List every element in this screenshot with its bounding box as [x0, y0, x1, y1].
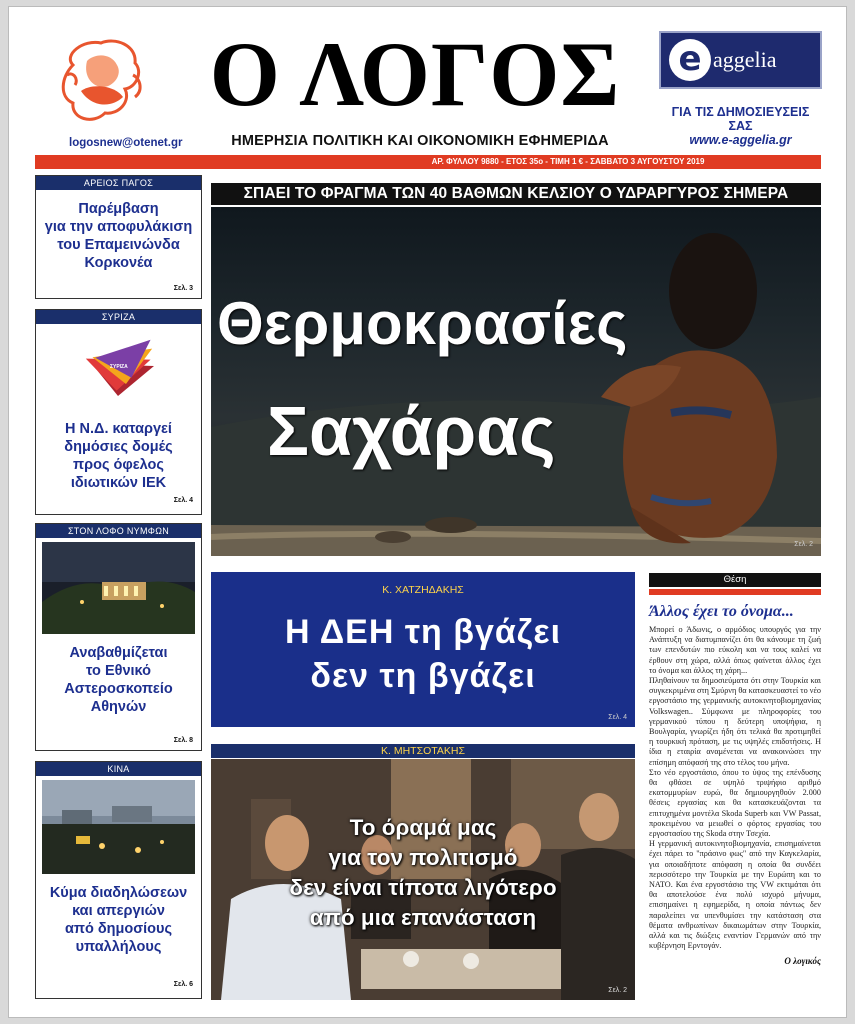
sidebar-story-line: Παρέμβαση: [78, 201, 159, 217]
sidebar-story-line: Κύμα διαδηλώσεων: [49, 885, 188, 901]
story-deh[interactable]: [211, 572, 635, 727]
story-headline-line: για τον πολιτισμό: [328, 845, 518, 870]
sidebar-story-line: Αστεροσκοπείο: [64, 681, 173, 697]
sidebar-story-areios-pagos[interactable]: [35, 175, 202, 299]
e-aggelia-url[interactable]: www.e-aggelia.gr: [689, 133, 792, 147]
page-ref: Σελ. 6: [173, 981, 193, 988]
sidebar-story-kina[interactable]: [35, 761, 202, 999]
top-banner-headline[interactable]: ΣΠΑΕΙ ΤΟ ΦΡΑΓΜΑ ΤΩΝ 40 ΒΑΘΜΩΝ ΚΕΛΣΙΟΥ Ο ΥΔΡΑΡΓΥΡΟΣ ΣΗΜΕΡΑ: [211, 183, 821, 205]
column-paragraph: Στο νέο εργοστάσιο, όπου το ύψος της επένδυσης θα φθάσει σε υψηλό τριψήφιο αριθμό εκατομμυρίων ευρώ, θα δημιουργηθούν 2.000 θέσεις εργασίας και θα κατασκευάζονται τα επιτυχημένα μοντέλα Skoda Superb και VW Passat, προκειμένου να μειωθεί ο φόρτος εργασίας του εργοστασίου της Skoda στην Τσεχία.: [649, 767, 821, 839]
column-paragraph: Μπορεί ο Άδωνις, ο αρμόδιος υπουργός για την Ανάπτυξη να διατυμπανίζει ότι θα κάνουμε τη ζωή των επενδυτών πιο εύκολη και να τους καλεί να έρθουν στη χώρα, αλλά όπως φαίνεται άλλος έχει το όνομα και άλλος τη χάρη...: [649, 625, 821, 675]
sidebar-section-label: ΣΤΟΝ ΛΟΦΟ ΝΥΜΦΩΝ: [36, 524, 201, 538]
page-ref: Σελ. 3: [173, 285, 193, 292]
sidebar-story-syriza[interactable]: [35, 309, 202, 515]
sidebar-section-label: ΑΡΕΙΟΣ ΠΑΓΟΣ: [36, 176, 201, 190]
sidebar-story-line: Η Ν.Δ. καταργεί: [65, 421, 172, 437]
sidebar-story-line: ιδιωτικών ΙΕΚ: [70, 475, 167, 491]
page-ref: Σελ. 4: [608, 714, 627, 721]
sidebar-story-line: του Επαμεινώνδα: [57, 237, 180, 253]
front-page: [8, 6, 847, 1018]
sidebar-story-line: Αθηνών: [90, 699, 147, 715]
page-ref: Σελ. 8: [173, 737, 193, 744]
column-divider: [649, 589, 821, 595]
story-headline-line: από μια επανάσταση: [309, 905, 537, 930]
sidebar-story-line: προς όφελος: [73, 457, 164, 473]
story-headline: [211, 813, 635, 933]
story-headline-line2: δεν τη βγάζει: [310, 657, 536, 695]
story-kicker: Κ. ΧΑΤΖΗΔΑΚΗΣ: [382, 584, 464, 596]
sidebar-story-line: δημόσιες δομές: [64, 439, 173, 455]
e-aggelia-logo-icon: e: [669, 39, 711, 81]
column-section-label: Θέση: [649, 573, 821, 587]
column-title: Άλλος έχει το όνομα...: [649, 603, 794, 620]
story-kicker: Κ. ΜΗΤΣΟΤΑΚΗΣ: [211, 744, 635, 758]
sidebar-story-line: Κορκονέα: [84, 255, 153, 271]
hero-headline-line2: Σαχάρας: [267, 392, 556, 470]
column-signature: Ο λογικός: [784, 955, 821, 966]
sidebar-section-label: ΚΙΝΑ: [36, 762, 201, 776]
story-mitsotakis[interactable]: [211, 759, 635, 1000]
sidebar-story-line: υπαλλήλους: [75, 939, 162, 955]
masthead-subtitle: ΗΜΕΡΗΣΙΑ ΠΟΛΙΤΙΚΗ ΚΑΙ ΟΙΚΟΝΟΜΙΚΗ ΕΦΗΜΕΡΙΔΑ: [231, 133, 609, 149]
story-headline-line1: Η ΔΕΗ τη βγάζει: [284, 613, 562, 651]
sidebar-story-line: και απεργιών: [72, 903, 165, 919]
story-headline-line: Το όραμά μας: [349, 815, 497, 840]
observatory-photo: [42, 542, 195, 634]
sidebar-story-line: για την αποφυλάκιση: [44, 219, 193, 235]
page-ref: Σελ. 2: [794, 541, 813, 548]
syriza-logo-icon: [36, 324, 201, 416]
masthead-title: Ο ΛΟΓΟΣ: [209, 23, 621, 125]
hero-story[interactable]: [211, 207, 821, 556]
column-paragraph: Πληθαίνουν τα δημοσιεύματα ότι στην Τουρκία και συγκεκριμένα στη Σμύρνη θα κατασκευαστεί το νέο εργοστάσιο της γερμανικής αυτοκινητοβιομηχανίας Volkswagen.. Σύμφωνα με πληροφορίες του γερμανικού τύπου η δεύτερη υποψήφια, η Βουλγαρία, γνωρίζει ήδη ότι τελικά θα προτιμηθεί η τουρκική πρόταση, με τις υψηλές επιδοτήσεις. Η ίδια η εταιρία αναμένεται να ανακοινώσει την επίσημη απόφασή της στο τέλος του μήνα.: [649, 676, 821, 767]
sidebar-story-line: από δημοσίους: [64, 921, 173, 937]
hero-headline-line1: Θερμοκρασίες: [217, 290, 628, 357]
masthead-email[interactable]: logosnew@otenet.gr: [69, 137, 183, 149]
story-headline-line: δεν είναι τίποτα λιγότερο: [289, 875, 557, 900]
e-aggelia-wordmark: aggelia: [713, 47, 777, 72]
e-aggelia-tagline: ΓΙΑ ΤΙΣ ΔΗΜΟΣΙΕΥΣΕΙΣ ΣΑΣ: [671, 105, 810, 133]
sidebar-story-line: Αναβαθμίζεται: [69, 645, 168, 661]
hero-photo: [211, 207, 821, 556]
page-ref: Σελ. 4: [173, 497, 193, 504]
opinion-column[interactable]: [649, 573, 821, 966]
protest-photo: [42, 780, 195, 874]
sidebar-story-asteroskopeio[interactable]: [35, 523, 202, 751]
sidebar-section-label: ΣΥΡΙΖΑ: [36, 310, 201, 324]
sidebar-story-line: το Εθνικό: [85, 663, 152, 679]
column-paragraph: Η γερμανική αυτοκινητοβιομηχανία, επισημαίνεται έχει πάρει το "πράσινο φως" από την Καγκελαρία, για οποιαδήποτε απόφαση η οποία θα συνδέει περισσότερο την Τουρκία με την Ευρώπη και το ΝΑΤΟ. Και ένα εργοστάσιο της VW εκτιμάται ότι θα αποτελούσε ένα πολύ ισχυρό μήνυμα, επισημαίνει η εφημερίδα, η οποία πάντως δεν παραλείπει να υπενθυμίσει την κατάσταση στα θέματα ανθρωπίνων δικαιωμάτων στην Τουρκία, αλλά και τις διώξεις εναντίον Γερμανών από την κυβέρνηση Ερντογάν.: [649, 839, 821, 951]
syriza-logo-label: ΣΥΡΙΖΑ: [110, 364, 128, 370]
logo-emblem-icon: [53, 35, 157, 131]
page-ref: Σελ. 2: [608, 987, 627, 994]
issue-info-bar: ΑΡ. ΦΥΛΛΟΥ 9880 - ΕΤΟΣ 35ο - ΤΙΜΗ 1 € - ΣΑΒΒΑΤΟ 3 ΑΥΓΟΥΣΤΟΥ 2019: [35, 155, 821, 169]
e-aggelia-ad[interactable]: [659, 31, 822, 89]
